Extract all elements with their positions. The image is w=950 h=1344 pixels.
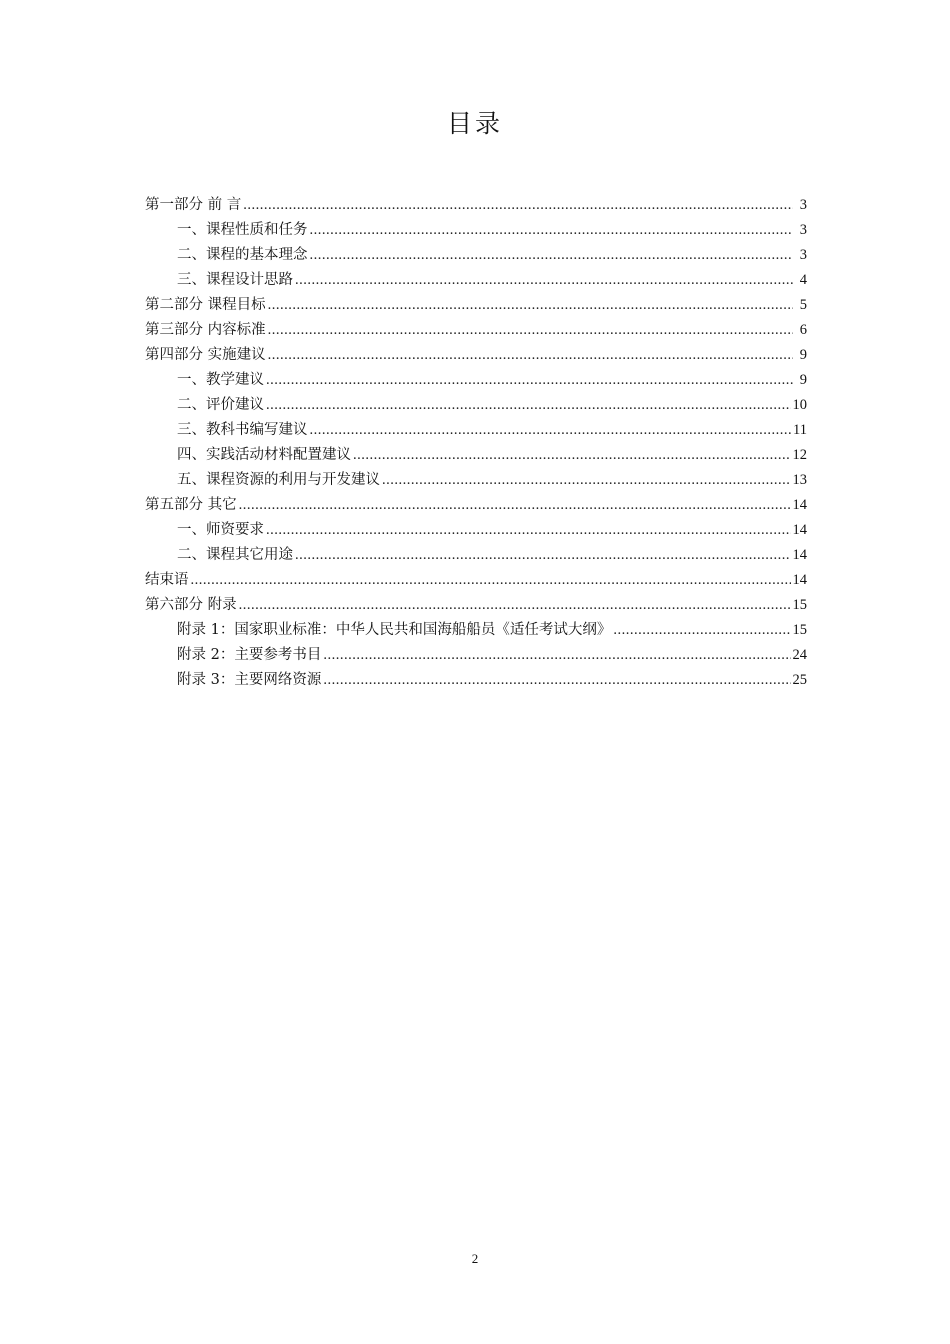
toc-entry-label: 第一部分 前 言	[145, 197, 242, 213]
toc-entry-page: 14	[792, 497, 807, 513]
toc-dot-leader	[613, 618, 790, 643]
toc-dot-leader	[268, 343, 793, 368]
toc-entry-label: 三、课程设计思路	[177, 272, 293, 288]
toc-entry-label: 一、课程性质和任务	[177, 222, 308, 238]
toc-entry-label: 第三部分 内容标准	[145, 322, 266, 338]
toc-entry-page: 9	[799, 372, 807, 388]
toc-entry-page: 15	[792, 597, 807, 613]
toc-entry-page: 11	[793, 422, 807, 438]
toc-dot-leader	[243, 193, 793, 218]
toc-entry[interactable]	[145, 618, 807, 643]
toc-entry[interactable]	[145, 643, 807, 668]
toc-entry-label: 二、课程其它用途	[177, 547, 293, 563]
toc-entry-page: 3	[799, 197, 807, 213]
toc-entry[interactable]	[145, 193, 807, 218]
toc-entry-label: 一、教学建议	[177, 372, 264, 388]
toc-entry-page: 24	[792, 647, 807, 663]
table-of-contents	[145, 193, 807, 693]
toc-dot-leader	[323, 668, 790, 693]
toc-dot-leader	[268, 318, 793, 343]
toc-dot-leader	[295, 268, 793, 293]
toc-entry-page: 3	[799, 222, 807, 238]
toc-entry-page: 13	[792, 472, 807, 488]
toc-dot-leader	[239, 493, 791, 518]
toc-entry-page: 4	[799, 272, 807, 288]
toc-dot-leader	[310, 218, 794, 243]
toc-entry[interactable]	[145, 518, 807, 543]
page-number: 2	[471, 1251, 479, 1266]
toc-entry-label: 四、实践活动材料配置建议	[177, 447, 351, 463]
toc-dot-leader	[266, 368, 793, 393]
toc-entry-label: 第五部分 其它	[145, 497, 237, 513]
toc-entry[interactable]	[145, 343, 807, 368]
toc-entry-page: 5	[799, 297, 807, 313]
toc-entry-page: 14	[792, 522, 807, 538]
toc-entry-page: 25	[792, 672, 807, 688]
toc-entry[interactable]	[145, 268, 807, 293]
toc-entry-page: 10	[792, 397, 807, 413]
toc-dot-leader	[353, 443, 791, 468]
toc-entry-page: 6	[799, 322, 807, 338]
toc-entry[interactable]	[145, 418, 807, 443]
toc-entry-label: 第六部分 附录	[145, 597, 237, 613]
toc-entry-page: 3	[799, 247, 807, 263]
toc-entry[interactable]	[145, 543, 807, 568]
page-title: 目录	[446, 109, 503, 138]
toc-dot-leader	[266, 393, 791, 418]
toc-entry-label: 第四部分 实施建议	[145, 347, 266, 363]
toc-dot-leader	[323, 643, 790, 668]
toc-dot-leader	[191, 568, 791, 593]
toc-entry-label: 一、师资要求	[177, 522, 264, 538]
toc-entry-label: 附录 3：主要网络资源	[177, 672, 322, 688]
toc-entry-label: 二、课程的基本理念	[177, 247, 308, 263]
toc-entry-label: 附录 2：主要参考书目	[177, 647, 322, 663]
toc-dot-leader	[382, 468, 791, 493]
toc-dot-leader	[268, 293, 793, 318]
toc-entry-label: 五、课程资源的利用与开发建议	[177, 472, 380, 488]
toc-entry-page: 12	[792, 447, 807, 463]
toc-entry-label: 第二部分 课程目标	[145, 297, 266, 313]
toc-dot-leader	[295, 543, 791, 568]
toc-entry[interactable]	[145, 468, 807, 493]
toc-entry[interactable]	[145, 568, 807, 593]
toc-entry-label: 附录 1：国家职业标准：中华人民共和国海船船员《适任考试大纲》	[177, 622, 612, 638]
toc-entry[interactable]	[145, 218, 807, 243]
toc-entry[interactable]	[145, 318, 807, 343]
toc-dot-leader	[310, 243, 794, 268]
toc-entry-page: 9	[799, 347, 807, 363]
toc-dot-leader	[310, 418, 792, 443]
toc-entry[interactable]	[145, 293, 807, 318]
toc-entry-label: 三、教科书编写建议	[177, 422, 308, 438]
toc-entry[interactable]	[145, 393, 807, 418]
toc-entry[interactable]	[145, 668, 807, 693]
toc-dot-leader	[239, 593, 791, 618]
toc-entry-label: 结束语	[145, 572, 189, 588]
toc-entry-page: 15	[792, 622, 807, 638]
toc-dot-leader	[266, 518, 791, 543]
toc-entry-page: 14	[792, 572, 807, 588]
toc-entry[interactable]	[145, 443, 807, 468]
toc-entry[interactable]	[145, 493, 807, 518]
toc-entry[interactable]	[145, 243, 807, 268]
toc-entry[interactable]	[145, 368, 807, 393]
toc-entry-page: 14	[792, 547, 807, 563]
toc-entry-label: 二、评价建议	[177, 397, 264, 413]
toc-entry[interactable]	[145, 593, 807, 618]
